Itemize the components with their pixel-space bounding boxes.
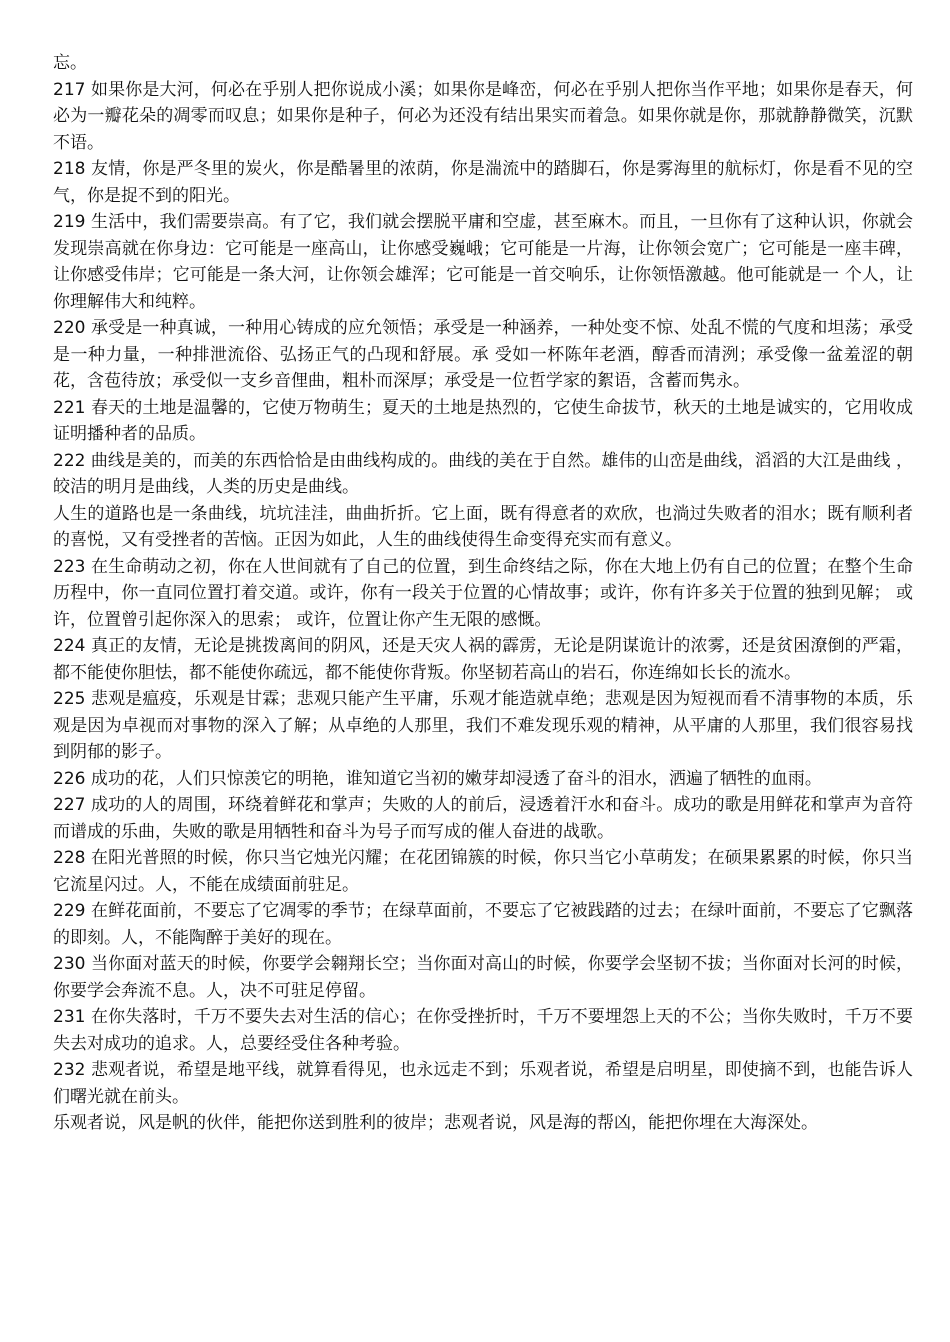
paragraph-text: 乐观者说，风是帆的伙伴，能把你送到胜利的彼岸；悲观者说，风是海的帮凶，能把你埋在大海深处。	[53, 1113, 818, 1133]
paragraph-text: 如果你是大河，何必在乎别人把你说成小溪；如果你是峰峦，何必在乎别人把你当作平地；如果你是春天，何必为一瓣花朵的凋零而叹息；如果你是种子，何必为还没有结出果实而着急。如果你就是你，那就静静微笑，沉默不语。	[53, 79, 914, 153]
paragraph-218	[53, 156, 913, 209]
paragraph-224	[53, 633, 913, 686]
paragraph-220	[53, 315, 913, 395]
paragraph-text: 在阳光普照的时候，你只当它烛光闪耀；在花团锦簇的时候，你只当它小草萌发；在硕果累累的时候，你只当它流星闪过。人，不能在成绩面前驻足。	[53, 848, 914, 895]
paragraph-219	[53, 209, 913, 315]
paragraph-225	[53, 686, 913, 766]
paragraph-continuation	[53, 50, 913, 77]
paragraph-text: 在鲜花面前，不要忘了它凋零的季节；在绿草面前，不要忘了它被践踏的过去；在绿叶面前，不要忘了它飘落的即刻。人，不能陶醉于美好的现在。	[53, 901, 914, 948]
paragraph-number: 226	[53, 768, 86, 789]
paragraph-number: 231	[53, 1007, 86, 1027]
paragraph-number: 228	[53, 848, 86, 868]
paragraph-number: 217	[53, 79, 86, 100]
document-page	[53, 50, 913, 1137]
paragraph-223	[53, 554, 913, 634]
paragraph-228	[53, 845, 913, 898]
paragraph-text: 承受是一种真诚，一种用心铸成的应允领悟；承受是一种涵养，一种处变不惊、处乱不慌的气度和坦荡；承受是一种力量，一种排泄流俗、弘扬正气的凸现和舒展。承 受如一杯陈年老酒，醇香而清洌；承受像一盆羞涩的朝花，含苞待放；承受似一支乡音俚曲，粗朴而深厚；承受是一位哲学家的絮语，含蓄而隽永。	[53, 318, 914, 391]
paragraph-227	[53, 792, 913, 845]
paragraph-232-continued	[53, 1110, 913, 1137]
paragraph-text: 在你失落时，千万不要失去对生活的信心；在你受挫折时，千万不要埋怨上天的不公；当你失败时，千万不要失去对成功的追求。人，总要经受住各种考验。	[53, 1007, 914, 1054]
paragraph-text: 忘。	[53, 53, 87, 73]
paragraph-226	[53, 766, 913, 793]
paragraph-number: 218	[53, 159, 86, 179]
paragraph-number: 219	[53, 212, 86, 232]
paragraph-222	[53, 448, 913, 501]
paragraph-number: 227	[53, 795, 86, 815]
paragraph-text: 当你面对蓝天的时候，你要学会翱翔长空；当你面对高山的时候，你要学会坚韧不拔；当你面对长河的时候，你要学会奔流不息。人，决不可驻足停留。	[53, 954, 914, 1001]
paragraph-text: 生活中，我们需要崇高。有了它，我们就会摆脱平庸和空虚，甚至麻木。而且，一旦你有了这种认识，你就会发现崇高就在你身边：它可能是一座高山，让你感受巍峨；它可能是一片海，让你领会宽广；它可能是一座丰碑，让你感受伟岸；它可能是一条大河，让你领会雄浑；它可能是一首交响乐，让你领悟激越。他可能就是一 个人，让你理解伟大和纯粹。	[53, 212, 914, 312]
paragraph-text: 春天的土地是温馨的，它使万物萌生；夏天的土地是热烈的，它使生命拔节，秋天的土地是诚实的，它用收成证明播种者的品质。	[53, 397, 914, 444]
paragraph-number: 224	[53, 636, 86, 656]
paragraph-number: 221	[53, 397, 86, 418]
paragraph-text: 悲观者说，希望是地平线，就算看得见，也永远走不到；乐观者说，希望是启明星，即使摘不到，也能告诉人们曙光就在前头。	[53, 1060, 914, 1107]
paragraph-232	[53, 1057, 913, 1110]
paragraph-number: 220	[53, 318, 86, 338]
paragraph-number: 223	[53, 556, 86, 577]
paragraph-231	[53, 1004, 913, 1057]
paragraph-number: 230	[53, 954, 86, 974]
paragraph-text: 悲观是瘟疫，乐观是甘霖；悲观只能产生平庸，乐观才能造就卓绝；悲观是因为短视而看不清事物的本质，乐观是因为卓视而对事物的深入了解；从卓绝的人那里，我们不难发现乐观的精神，从平庸的人那里，我们很容易找到阴郁的影子。	[53, 689, 914, 762]
paragraph-text: 人生的道路也是一条曲线，坑坑洼洼，曲曲折折。它上面，既有得意者的欢欣，也淌过失败者的泪水；既有顺利者的喜悦，又有受挫者的苦恼。正因为如此，人生的曲线使得生命变得充实而有意义。	[53, 503, 913, 550]
paragraph-229	[53, 898, 913, 951]
paragraph-230	[53, 951, 913, 1004]
paragraph-number: 229	[53, 901, 86, 921]
paragraph-text: 友情，你是严冬里的炭火，你是酷暑里的浓荫，你是湍流中的踏脚石，你是雾海里的航标灯，你是看不见的空气，你是捉不到的阳光。	[53, 159, 914, 206]
paragraph-217	[53, 77, 913, 157]
paragraph-number: 222	[53, 450, 86, 471]
paragraph-text: 成功的人的周围，环绕着鲜花和掌声；失败的人的前后，浸透着汗水和奋斗。成功的歌是用鲜花和掌声为音符而谱成的乐曲，失败的歌是用牺牲和奋斗为号子而写成的催人奋进的战歌。	[53, 795, 914, 842]
paragraph-number: 232	[53, 1060, 86, 1080]
paragraph-221	[53, 395, 913, 448]
paragraph-text: 真正的友情，无论是挑拨离间的阴风，还是天灾人祸的霹雳，无论是阴谋诡计的浓雾，还是贫困潦倒的严霜，都不能使你胆怯，都不能使你疏远，都不能使你背叛。你坚韧若高山的岩石，你连绵如长长的流水。	[53, 636, 914, 683]
paragraph-text: 在生命萌动之初，你在人世间就有了自己的位置，到生命终结之际，你在大地上仍有自己的位置；在整个生命历程中，你一直同位置打着交道。或许，你有一段关于位置的心情故事；或许，你有许多关于位置的独到见解； 或许，位置曾引起你深入的思索； 或许，位置让你产生无限的感慨。	[53, 556, 914, 630]
paragraph-text: 曲线是美的，而美的东西恰恰是由曲线构成的。曲线的美在于自然。雄伟的山峦是曲线，滔滔的大江是曲线 ，皎洁的明月是曲线，人类的历史是曲线。	[53, 450, 913, 497]
paragraph-222-continued	[53, 501, 913, 554]
paragraph-text: 成功的花，人们只惊羡它的明艳，谁知道它当初的嫩芽却浸透了奋斗的泪水，洒遍了牺牲的血雨。	[90, 768, 822, 789]
paragraph-number: 225	[53, 689, 86, 709]
